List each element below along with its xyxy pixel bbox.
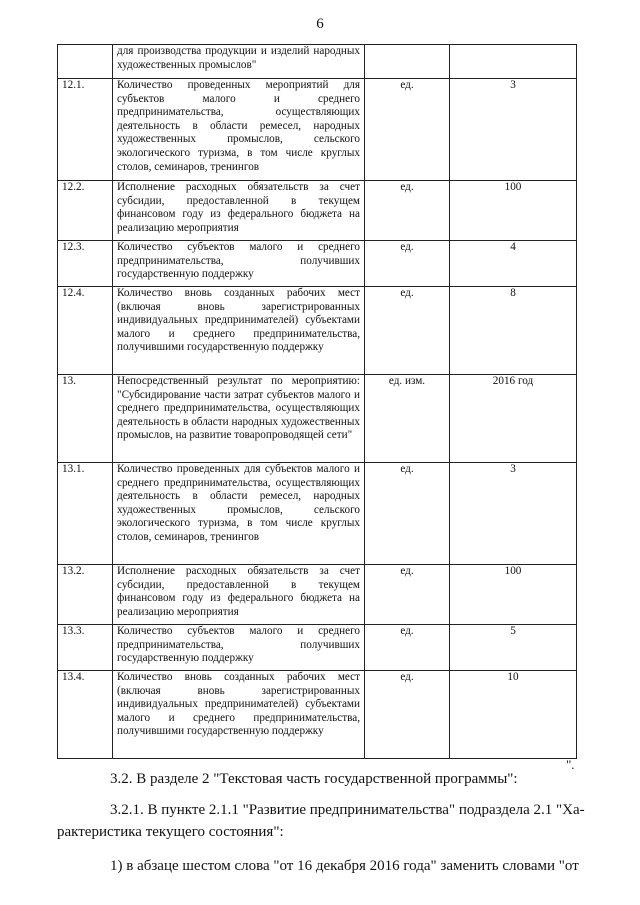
row-number: 12.3.: [58, 241, 113, 287]
table-row: [58, 625, 577, 671]
table-row: [58, 181, 577, 241]
table-row: [58, 241, 577, 287]
row-name: Количество субъектов малого и среднего предпринимательства, получивших государственную поддержку: [113, 625, 365, 671]
indicators-table: [57, 44, 577, 759]
row-name: для производства продукции и изделий народных художественных промыслов": [113, 45, 365, 79]
row-number: 12.4.: [58, 287, 113, 375]
row-unit: ед.: [365, 79, 450, 181]
row-unit: ед.: [365, 181, 450, 241]
row-unit: ед.: [365, 287, 450, 375]
row-value: 4: [450, 241, 577, 287]
row-number: 12.2.: [58, 181, 113, 241]
row-value: 100: [450, 565, 577, 625]
row-name: Исполнение расходных обязательств за счет субсидии, предоставленной в текущем финансовом году из федерального бюджета на реализацию мероприятия: [113, 181, 365, 241]
row-value: [450, 45, 577, 79]
row-unit: ед. изм.: [365, 375, 450, 463]
row-unit: ед.: [365, 463, 450, 565]
row-number: 13.2.: [58, 565, 113, 625]
paragraph-item-1: 1) в абзаце шестом слова "от 16 декабря 2016 года" заменить словами "от: [110, 858, 579, 874]
row-name: Количество проведенных мероприятий для субъектов малого и среднего предпринимательства, осуществляющих деятельность в области ремесел, народных художественных промыслов, сельского экологического туризма, в том числе круглых столов, семинаров, тренингов: [113, 79, 365, 181]
paragraph-continuation: рактеристика текущего состояния":: [57, 824, 284, 840]
row-number: 13.4.: [58, 671, 113, 759]
table-row: [58, 565, 577, 625]
row-value: 8: [450, 287, 577, 375]
row-name: Количество субъектов малого и среднего предпринимательства, получивших государственную поддержку: [113, 241, 365, 287]
row-unit: ед.: [365, 241, 450, 287]
row-number: 13.: [58, 375, 113, 463]
paragraph-section-3-2-1: 3.2.1. В пункте 2.1.1 "Развитие предпринимательства" подраздела 2.1 "Ха-: [110, 802, 585, 818]
closing-quote-mark: ".: [566, 757, 575, 772]
row-value: 2016 год: [450, 375, 577, 463]
table-row: [58, 79, 577, 181]
row-name: Исполнение расходных обязательств за счет субсидии, предоставленной в текущем финансовом году из федерального бюджета на реализацию мероприятия: [113, 565, 365, 625]
row-value: 5: [450, 625, 577, 671]
row-unit: ед.: [365, 671, 450, 759]
row-value: 3: [450, 79, 577, 181]
row-unit: ед.: [365, 625, 450, 671]
row-value: 3: [450, 463, 577, 565]
table-row: [58, 375, 577, 463]
table-row: [58, 671, 577, 759]
paragraph-section-3-2: 3.2. В разделе 2 "Текстовая часть государственной программы":: [110, 771, 518, 787]
row-number: 13.3.: [58, 625, 113, 671]
row-name: Количество вновь созданных рабочих мест (включая вновь зарегистрированных индивидуальных предпринимателей) субъектами малого и среднего предпринимательства, получившими государственную поддержку: [113, 287, 365, 375]
row-number: 12.1.: [58, 79, 113, 181]
row-name: Непосредственный результат по мероприятию: "Субсидирование части затрат субъектов малого и среднего предпринимательства, осуществляющих деятельность в области народных художественных промыслов, на развитие товаропроводящей сети": [113, 375, 365, 463]
table-row: [58, 287, 577, 375]
table-row: [58, 45, 577, 79]
row-number: 13.1.: [58, 463, 113, 565]
row-name: Количество проведенных для субъектов малого и среднего предпринимательства, осуществляющих деятельность в области ремесел, народных художественных промыслов, сельского экологического туризма, в том числе круглых столов, семинаров, тренингов: [113, 463, 365, 565]
row-value: 10: [450, 671, 577, 759]
row-number: [58, 45, 113, 79]
row-unit: [365, 45, 450, 79]
page-number: 6: [316, 16, 324, 32]
row-name: Количество вновь созданных рабочих мест (включая вновь зарегистрированных индивидуальных предпринимателей) субъектами малого и среднего предпринимательства, получившими государственную поддержку: [113, 671, 365, 759]
table-row: [58, 463, 577, 565]
row-unit: ед.: [365, 565, 450, 625]
row-value: 100: [450, 181, 577, 241]
